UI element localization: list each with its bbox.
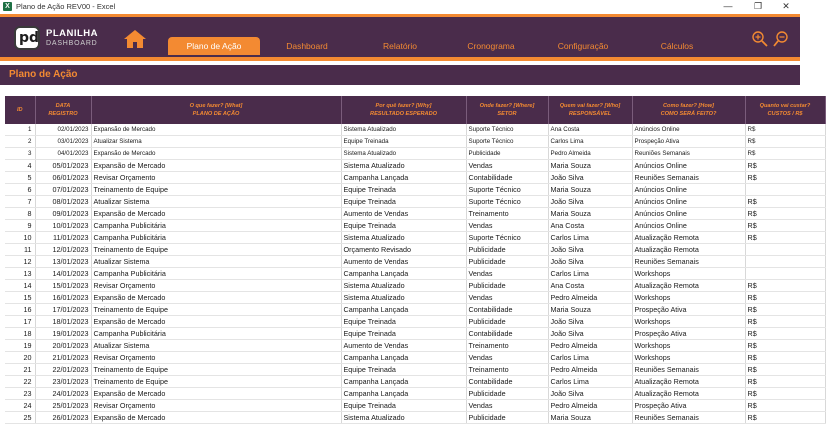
table-cell[interactable]: R$ [745, 136, 825, 148]
table-cell[interactable]: Sistema Atualizado [341, 160, 466, 172]
table-cell[interactable]: 18 [5, 328, 35, 340]
table-cell[interactable]: Anúncios Online [632, 196, 745, 208]
table-cell[interactable]: João Silva [548, 172, 632, 184]
table-cell[interactable]: 19/01/2023 [35, 328, 91, 340]
table-cell[interactable]: 04/01/2023 [35, 148, 91, 160]
column-header-line: Por quê fazer? [Why] [375, 103, 432, 109]
table-cell[interactable]: Atualização Remota [632, 244, 745, 256]
tab-0[interactable]: Plano de Ação [168, 37, 260, 55]
table-cell[interactable]: Revisar Orçamento [91, 352, 341, 364]
table-cell[interactable]: 11 [5, 244, 35, 256]
table-cell[interactable]: R$ [745, 280, 825, 292]
table-cell[interactable]: Treinamento [466, 340, 548, 352]
table-cell[interactable]: João Silva [548, 196, 632, 208]
table-cell[interactable]: R$ [745, 148, 825, 160]
action-plan-table [5, 96, 826, 424]
table-cell[interactable]: Revisar Orçamento [91, 400, 341, 412]
table-cell[interactable]: Equipe Treinada [341, 196, 466, 208]
table-cell[interactable]: 09/01/2023 [35, 208, 91, 220]
table-cell[interactable]: 07/01/2023 [35, 184, 91, 196]
table-row [5, 232, 825, 244]
table-cell[interactable]: Vendas [466, 292, 548, 304]
table-row [5, 208, 825, 220]
table-cell[interactable]: Atualização Remota [632, 280, 745, 292]
table-cell[interactable]: Prospeção Ativa [632, 136, 745, 148]
table-cell[interactable]: 9 [5, 220, 35, 232]
table-cell[interactable]: 02/01/2023 [35, 124, 91, 136]
table-cell[interactable]: 16 [5, 304, 35, 316]
table-cell[interactable]: 11/01/2023 [35, 232, 91, 244]
close-button[interactable]: ✕ [782, 1, 790, 11]
table-cell[interactable]: Maria Souza [548, 412, 632, 424]
table-cell[interactable]: 8 [5, 208, 35, 220]
table-cell[interactable]: Campanha Publicitária [91, 220, 341, 232]
table-cell[interactable]: Carlos Lima [548, 136, 632, 148]
table-cell[interactable]: Carlos Lima [548, 376, 632, 388]
table-cell[interactable]: Treinamento de Equipe [91, 184, 341, 196]
table-cell[interactable]: Workshops [632, 316, 745, 328]
table-cell[interactable]: Anúncios Online [632, 208, 745, 220]
table-cell[interactable]: R$ [745, 304, 825, 316]
table-row [5, 172, 825, 184]
table-cell[interactable]: Campanha Lançada [341, 304, 466, 316]
table-cell[interactable]: Publicidade [466, 412, 548, 424]
table-cell[interactable]: Prospeção Ativa [632, 304, 745, 316]
home-icon[interactable] [123, 29, 147, 49]
table-cell[interactable]: Campanha Publicitária [91, 268, 341, 280]
table-cell[interactable]: João Silva [548, 256, 632, 268]
table-cell[interactable]: Maria Souza [548, 208, 632, 220]
table-row [5, 160, 825, 172]
logo-mark [14, 26, 40, 50]
table-cell[interactable]: 20 [5, 352, 35, 364]
table-cell[interactable]: 08/01/2023 [35, 196, 91, 208]
table-cell[interactable]: Carlos Lima [548, 232, 632, 244]
column-header-line: Como fazer? [How] [663, 103, 714, 109]
column-header-line: REGISTRO [48, 111, 78, 117]
table-cell[interactable]: 17/01/2023 [35, 304, 91, 316]
minimize-button[interactable]: — [723, 1, 733, 11]
table-cell[interactable]: Campanha Publicitária [91, 328, 341, 340]
table-cell[interactable]: Anúncios Online [632, 184, 745, 196]
table-cell[interactable]: Expansão de Mercado [91, 412, 341, 424]
table-row [5, 184, 825, 196]
column-header-line: PLANO DE AÇÃO [192, 111, 240, 117]
table-cell[interactable]: Publicidade [466, 316, 548, 328]
table-row [5, 328, 825, 340]
table-cell[interactable]: Atualização Remota [632, 376, 745, 388]
table-cell[interactable]: Publicidade [466, 244, 548, 256]
table-cell[interactable]: 26/01/2023 [35, 412, 91, 424]
column-header-line: RESPONSÁVEL [568, 111, 612, 117]
table-cell[interactable]: Maria Souza [548, 160, 632, 172]
table-cell[interactable]: R$ [745, 220, 825, 232]
table-cell[interactable]: Anúncios Online [632, 124, 745, 136]
table-cell[interactable]: Workshops [632, 352, 745, 364]
table-cell[interactable]: R$ [745, 328, 825, 340]
table-cell[interactable]: R$ [745, 388, 825, 400]
table-cell[interactable]: Sistema Atualizado [341, 292, 466, 304]
table-cell[interactable]: Publicidade [466, 256, 548, 268]
logo-mark-text: pd [19, 30, 40, 46]
restore-button[interactable]: ❐ [753, 1, 763, 11]
window-titlebar [0, 0, 800, 14]
zoom-out-icon[interactable] [773, 30, 791, 48]
table-cell[interactable]: Revisar Orçamento [91, 172, 341, 184]
column-header[interactable] [745, 96, 825, 124]
column-header-line: CUSTOS / R$ [767, 111, 803, 117]
table-cell[interactable]: 19 [5, 340, 35, 352]
table-cell[interactable]: Workshops [632, 340, 745, 352]
table-cell[interactable]: João Silva [548, 328, 632, 340]
table-cell[interactable]: 1 [5, 124, 35, 136]
table-cell[interactable]: Treinamento de Equipe [91, 304, 341, 316]
table-cell[interactable]: Sistema Atualizado [341, 148, 466, 160]
table-cell[interactable] [745, 184, 825, 196]
table-row [5, 316, 825, 328]
table-cell[interactable]: 17 [5, 316, 35, 328]
table-cell[interactable]: Maria Souza [548, 184, 632, 196]
column-header-line: Quanto vai custar? [759, 103, 811, 109]
table-cell[interactable]: Aumento de Vendas [341, 340, 466, 352]
table-cell[interactable]: Vendas [466, 400, 548, 412]
sheet-grid [0, 85, 811, 423]
table-cell[interactable]: Ana Costa [548, 220, 632, 232]
table-cell[interactable]: Equipe Treinada [341, 220, 466, 232]
table-cell[interactable]: 15/01/2023 [35, 280, 91, 292]
table-cell[interactable]: Prospeção Ativa [632, 328, 745, 340]
table-cell[interactable]: 14 [5, 280, 35, 292]
table-cell[interactable]: Campanha Lançada [341, 268, 466, 280]
column-header[interactable] [548, 96, 632, 124]
top-navbar [0, 17, 800, 57]
table-row [5, 376, 825, 388]
table-cell[interactable]: R$ [745, 352, 825, 364]
table-cell[interactable]: 22/01/2023 [35, 364, 91, 376]
table-cell[interactable]: 21 [5, 364, 35, 376]
table-cell[interactable] [745, 256, 825, 268]
page-title: Plano de Ação [0, 65, 800, 85]
table-cell[interactable]: Workshops [632, 292, 745, 304]
table-cell[interactable]: Reuniões Semanais [632, 172, 745, 184]
table-cell[interactable]: 25 [5, 412, 35, 424]
table-cell[interactable]: Suporte Técnico [466, 136, 548, 148]
table-cell[interactable]: Reuniões Semanais [632, 412, 745, 424]
table-cell[interactable] [745, 268, 825, 280]
tab-3[interactable]: Cronograma [467, 41, 515, 51]
column-header[interactable] [91, 96, 341, 124]
table-cell[interactable]: Treinamento de Equipe [91, 364, 341, 376]
table-cell[interactable]: Expansão de Mercado [91, 148, 341, 160]
column-header-line: ID [16, 107, 23, 113]
table-cell[interactable]: Campanha Lançada [341, 352, 466, 364]
table-cell[interactable]: João Silva [548, 244, 632, 256]
table-cell[interactable]: Sistema Atualizado [341, 124, 466, 136]
table-cell[interactable]: Expansão de Mercado [91, 160, 341, 172]
table-cell[interactable]: Campanha Lançada [341, 388, 466, 400]
table-cell[interactable]: Atualizar Sistema [91, 196, 341, 208]
table-cell[interactable]: Pedro Almeida [548, 340, 632, 352]
table-cell[interactable]: Publicidade [466, 148, 548, 160]
column-header[interactable] [341, 96, 466, 124]
table-cell[interactable]: Aumento de Vendas [341, 256, 466, 268]
table-cell[interactable]: Treinamento de Equipe [91, 376, 341, 388]
table-cell[interactable]: 22 [5, 376, 35, 388]
column-header-line: SETOR [497, 111, 517, 117]
table-cell[interactable]: Pedro Almeida [548, 364, 632, 376]
table-row [5, 148, 825, 160]
tab-2[interactable]: Relatório [382, 41, 418, 51]
table-row [5, 256, 825, 268]
column-header[interactable] [5, 96, 35, 124]
table-cell[interactable]: Expansão de Mercado [91, 292, 341, 304]
table-cell[interactable]: Revisar Orçamento [91, 280, 341, 292]
excel-app-icon: X [3, 2, 12, 11]
table-cell[interactable]: R$ [745, 232, 825, 244]
table-cell[interactable]: 18/01/2023 [35, 316, 91, 328]
column-header-line: Onde fazer? [Where] [479, 103, 535, 109]
table-cell[interactable]: Campanha Lançada [341, 376, 466, 388]
table-cell[interactable]: R$ [745, 160, 825, 172]
logo-line2: DASHBOARD [46, 40, 98, 47]
table-cell[interactable]: Contabilidade [466, 376, 548, 388]
column-header-line: Quem vai fazer? [Who] [559, 103, 621, 109]
table-cell[interactable]: 10/01/2023 [35, 220, 91, 232]
table-cell[interactable]: Suporte Técnico [466, 232, 548, 244]
table-cell[interactable]: Vendas [466, 352, 548, 364]
table-cell[interactable]: Reuniões Semanais [632, 256, 745, 268]
table-cell[interactable]: Publicidade [466, 388, 548, 400]
table-cell[interactable]: Sistema Atualizado [341, 280, 466, 292]
table-cell[interactable]: Equipe Treinada [341, 184, 466, 196]
table-cell[interactable]: Pedro Almeida [548, 148, 632, 160]
table-cell[interactable]: Anúncios Online [632, 160, 745, 172]
table-cell[interactable]: 7 [5, 196, 35, 208]
tab-1[interactable]: Dashboard [286, 41, 328, 51]
table-cell[interactable]: R$ [745, 172, 825, 184]
table-cell[interactable]: Aumento de Vendas [341, 208, 466, 220]
table-cell[interactable]: Suporte Técnico [466, 124, 548, 136]
table-cell[interactable]: Carlos Lima [548, 352, 632, 364]
table-cell[interactable]: Pedro Almeida [548, 400, 632, 412]
table-row [5, 304, 825, 316]
column-header-line: COMO SERÁ FEITO? [660, 111, 717, 117]
table-cell[interactable]: Publicidade [466, 280, 548, 292]
table-cell[interactable]: 06/01/2023 [35, 172, 91, 184]
table-row [5, 268, 825, 280]
table-cell[interactable]: R$ [745, 412, 825, 424]
table-row [5, 220, 825, 232]
table-cell[interactable]: Treinamento de Equipe [91, 244, 341, 256]
table-cell[interactable]: 12/01/2023 [35, 244, 91, 256]
table-cell[interactable]: João Silva [548, 388, 632, 400]
table-cell[interactable]: 12 [5, 256, 35, 268]
table-cell[interactable]: Suporte Técnico [466, 196, 548, 208]
table-cell[interactable]: 03/01/2023 [35, 136, 91, 148]
table-cell[interactable]: Treinamento [466, 364, 548, 376]
table-cell[interactable]: Atualizar Sistema [91, 256, 341, 268]
tab-4[interactable]: Configuração [557, 41, 609, 51]
table-cell[interactable]: Equipe Treinada [341, 328, 466, 340]
table-cell[interactable]: 21/01/2023 [35, 352, 91, 364]
table-cell[interactable]: 15 [5, 292, 35, 304]
column-header[interactable] [466, 96, 548, 124]
table-cell[interactable]: 20/01/2023 [35, 340, 91, 352]
column-header[interactable] [35, 96, 91, 124]
table-cell[interactable]: 4 [5, 160, 35, 172]
table-row [5, 196, 825, 208]
column-header-line: RESULTADO ESPERADO [370, 111, 437, 117]
table-cell[interactable]: Equipe Treinada [341, 364, 466, 376]
table-row [5, 388, 825, 400]
table-row [5, 280, 825, 292]
table-cell[interactable]: 23/01/2023 [35, 376, 91, 388]
table-cell[interactable]: Suporte Técnico [466, 184, 548, 196]
table-cell[interactable]: 23 [5, 388, 35, 400]
window-title: Plano de Ação REV00 - Excel [16, 2, 116, 11]
table-cell[interactable]: Equipe Treinada [341, 316, 466, 328]
table-cell[interactable]: R$ [745, 340, 825, 352]
logo [14, 26, 106, 52]
table-row [5, 124, 825, 136]
table-row [5, 412, 825, 424]
nav-underline [0, 57, 800, 61]
table-cell[interactable]: 05/01/2023 [35, 160, 91, 172]
table-cell[interactable]: 14/01/2023 [35, 268, 91, 280]
table-cell[interactable]: Expansão de Mercado [91, 124, 341, 136]
table-cell[interactable]: Contabilidade [466, 172, 548, 184]
table-cell[interactable]: Expansão de Mercado [91, 316, 341, 328]
tab-5[interactable]: Cálculos [660, 41, 694, 51]
table-row [5, 136, 825, 148]
table-cell[interactable]: Expansão de Mercado [91, 388, 341, 400]
table-cell[interactable]: 24/01/2023 [35, 388, 91, 400]
table-cell[interactable]: 13/01/2023 [35, 256, 91, 268]
table-cell[interactable]: Atualização Remota [632, 388, 745, 400]
table-cell[interactable]: 25/01/2023 [35, 400, 91, 412]
table-cell[interactable]: Treinamento [466, 208, 548, 220]
table-cell[interactable]: Campanha Publicitária [91, 232, 341, 244]
table-cell[interactable]: Contabilidade [466, 328, 548, 340]
table-cell[interactable]: R$ [745, 376, 825, 388]
column-header-line: DATA [55, 103, 71, 109]
table-cell[interactable] [745, 244, 825, 256]
table-cell[interactable]: Carlos Lima [548, 268, 632, 280]
table-row [5, 352, 825, 364]
table-cell[interactable]: 6 [5, 184, 35, 196]
table-cell[interactable]: Workshops [632, 268, 745, 280]
table-cell[interactable]: 2 [5, 136, 35, 148]
table-cell[interactable]: 24 [5, 400, 35, 412]
table-cell[interactable]: Atualização Remota [632, 232, 745, 244]
table-cell[interactable]: 3 [5, 148, 35, 160]
table-cell[interactable]: Sistema Atualizado [341, 232, 466, 244]
table-cell[interactable]: 5 [5, 172, 35, 184]
table-cell[interactable]: Equipe Treinada [341, 136, 466, 148]
table-cell[interactable]: R$ [745, 208, 825, 220]
table-row [5, 400, 825, 412]
table-cell[interactable]: Atualizar Sistema [91, 340, 341, 352]
table-cell[interactable]: R$ [745, 316, 825, 328]
table-cell[interactable]: 13 [5, 268, 35, 280]
table-cell[interactable]: Pedro Almeida [548, 292, 632, 304]
zoom-in-icon[interactable] [751, 30, 769, 48]
column-header-line: O que fazer? [What] [189, 103, 243, 109]
table-cell[interactable]: Ana Costa [548, 124, 632, 136]
table-cell[interactable]: Orçamento Revisado [341, 244, 466, 256]
table-cell[interactable]: Vendas [466, 268, 548, 280]
table-cell[interactable]: R$ [745, 196, 825, 208]
table-cell[interactable]: Contabilidade [466, 304, 548, 316]
table-cell[interactable]: Expansão de Mercado [91, 208, 341, 220]
table-cell[interactable]: Vendas [466, 160, 548, 172]
table-cell[interactable]: R$ [745, 400, 825, 412]
table-cell[interactable]: 16/01/2023 [35, 292, 91, 304]
table-cell[interactable]: Reuniões Semanais [632, 364, 745, 376]
column-header[interactable] [632, 96, 745, 124]
table-cell[interactable]: 10 [5, 232, 35, 244]
logo-line1: PLANILHA [46, 28, 99, 39]
table-row [5, 340, 825, 352]
table-cell[interactable]: Campanha Lançada [341, 172, 466, 184]
table-cell[interactable]: Vendas [466, 220, 548, 232]
table-cell[interactable]: Prospeção Ativa [632, 400, 745, 412]
table-cell[interactable]: R$ [745, 124, 825, 136]
table-cell[interactable]: R$ [745, 292, 825, 304]
table-cell[interactable]: João Silva [548, 316, 632, 328]
table-cell[interactable]: Atualizar Sistema [91, 136, 341, 148]
table-cell[interactable]: Ana Costa [548, 280, 632, 292]
table-cell[interactable]: Sistema Atualizado [341, 412, 466, 424]
table-row [5, 244, 825, 256]
table-cell[interactable]: Anúncios Online [632, 220, 745, 232]
table-cell[interactable]: Equipe Treinada [341, 400, 466, 412]
table-cell[interactable]: Maria Souza [548, 304, 632, 316]
table-row [5, 364, 825, 376]
table-cell[interactable]: R$ [745, 364, 825, 376]
table-row [5, 292, 825, 304]
table-cell[interactable]: Reuniões Semanais [632, 148, 745, 160]
